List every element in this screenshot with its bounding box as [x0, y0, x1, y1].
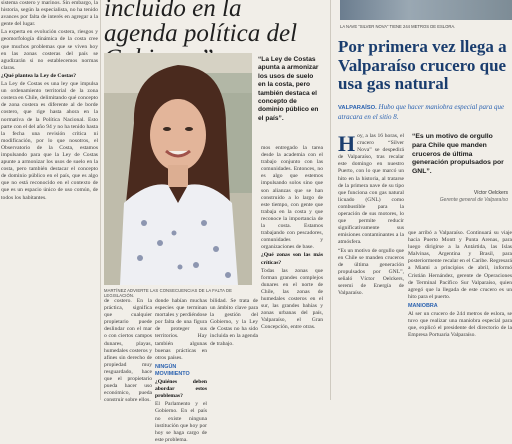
column1-paragraph-1: sistema costero y marinos. Sin embargo, la historia, según la especialista, no ha tenido avances por falta de interés en agregar a la gente del lugar. [1, 0, 98, 28]
right-column2-subhead: MANIOBRA [408, 302, 438, 309]
column-divider [100, 0, 101, 400]
left-article-column-1 [1, 0, 98, 400]
right-pull-quote: “Es un motivo de orgullo para Chile que manden cruceros de última generación propulsados por GNL”. [412, 133, 504, 176]
column3-answer: El Parlamento y el Gobierno. En el país no existe ninguna institución que hoy por hoy se haga cargo de este problema. [155, 401, 207, 443]
portrait-illustration [104, 53, 252, 285]
column5-answer: Todas las zonas que forman grandes complejos dunares en el norte de Chile, las zonas de humedales costeros en el sur, las grandes bahías y zonas urbanas del país, Valparaíso, el Gran Concepción, entre otras. [261, 267, 323, 331]
column3-text: donde habían muchas especies que terminan mortales y perdiéndose por falta de una figura de proteger sus territorios. Hay también algunas buenas prácticas en otros países. [155, 298, 207, 361]
right-pull-quote-attribution [412, 190, 508, 203]
right-kicker [338, 103, 512, 122]
right-column2-text: que arribó a Valparaíso. Continuará su viaje hacia Puerto Montt y Punta Arenas, para luego dirigirse a la Antártida, las Islas Malvinas, Argentina y Brasil, para posteriormente recalar en el Caribe. Regresará a Miami a principios de abril, informó Cristián Hernández, gerente de Operaciones de Terminal Pacífico Sur Valparaíso, quien agregó que la llegada de este crucero es un hito para el puerto. [408, 230, 512, 300]
column2-text: de costero. En la práctica, significa que cualquier propietario puede deslindar con el mar o con ciertos campos dunares, playas, humedales costeros y afines sin derecho de propiedad muy resguardado, hace que el propietario pueda hacer uso económico, pueda construir sobre ellos. [104, 298, 152, 404]
left-pull-quote: “La Ley de Costas apunta a armonizar los usos de suelo en la costa, pero también destaca el concepto de dominio público en el país”. [258, 56, 319, 122]
ship-photo-caption: LA NAVE “SILVER NOVA” TIENE 244 METROS DE ESLORA. [340, 24, 456, 29]
right-headline: Por primera vez llega a Valparaíso crucero que usa gas natural [338, 37, 507, 93]
column1-answer: La Ley de Costas es una ley que impulsa un ordenamiento territorial de la zona costera en Chile, delimitando qué concepto de zona costera es diferente al de borde costero, que rige hasta ahora en la normativa de la Política Nacional. Esto parte con el del año 94 y no ha tenido hasta la fecha una revisión crítica ni modificación, por lo que nosotros, el Observatorio de la Costa, estamos impulsando para que la Ley de Costas apunte a armonizar los usos de suelo en la costa, pero también destacar el concepto de dominio público en el país, que es algo que no está reconocido en el contexto de que es un espacio único de uso común, de todos los habitantes. [1, 81, 98, 201]
right-column1-quote: “Es un motivo de orgullo que en Chile se manden cruceros de última generación propulsados por GNL”, señaló Víctor Oelckers, seremi de Energía de Valparaíso. [338, 247, 404, 297]
photo-caption: MARTÍNEZ ADVIERTE LAS CONSECUENCIAS DE LA FALTA DE LEGISLACIÓN. [104, 288, 233, 298]
pull-quote-role: Gerente general de Valparaíso [439, 196, 508, 203]
left-article-column-4 [210, 298, 258, 400]
column3-question: ¿Quiénes deben abordar estos problemas? [155, 379, 207, 400]
right-article-column-1 [338, 133, 404, 400]
left-article-column-3 [155, 298, 207, 443]
right-column1-text: oy, a las 16 horas, el crucero “Silver Nova” se despedirá de Valparaíso, tras recalar este domingo en nuestro Puerto, con lo que marcó un hito en la historia, al tratarse de la primera nave de su tipo que funciona con gas natural licuado (GNL) como combustible para la operación de sus motores, lo que permite reducir significativamente sus emisiones contaminantes a la atmósfera. [338, 133, 404, 246]
left-article-column-2 [104, 298, 152, 404]
right-article-column-2 [408, 230, 512, 400]
interviewee-photo [104, 53, 252, 285]
left-article-column-5 [261, 145, 323, 400]
column1-question: ¿Qué plantea la Ley de Costas? [1, 72, 77, 79]
kicker-place: VALPARAÍSO. [338, 105, 377, 111]
pull-quote-name: Víctor Oelckers [473, 190, 508, 196]
column4-text: bilidad. Se trata de un ámbito clave para la gestión del Gobierno, y la Ley de Costas no ha sido incluida en la agenda de trabajo. [210, 298, 258, 347]
column1-paragraph-2: La experta en evolución costera, riesgos y geomorfología dinámica de la costa cree que muchos problemas que se viven hoy en las zonas costeras del país se agudizarán si no establecemos normas claras. [1, 29, 98, 71]
article-divider [330, 0, 331, 400]
right-column2-tail: Al ser un crucero de 244 metros de eslora, se tuvo que realizar una maniobra especial para que, explicó el presidente del directorio de la Empresa Portuaria Valparaíso. [408, 311, 512, 339]
kicker-text: Hubo que hacer maniobra especial para que atracara en el sitio 8. [338, 103, 505, 121]
drop-cap: H [338, 131, 356, 156]
left-headline: incluido en la agenda política del [104, 0, 298, 47]
section-subhead: NINGÚN MOVIMIENTO [155, 363, 190, 377]
column5-question: ¿Qué zonas son las más críticas? [261, 252, 323, 266]
ship-photo [340, 0, 512, 20]
column5-text: mos entregado la tarea desde la academia con el trabajo conjunto con las comunidades. Entonces, no es algo que estemos impulsando solos sino que son alianzas que se han construido a lo largo de este tiempo, con gente que trabaja en la costa y que reconoce la importancia de la costa. Estamos trabajando con pescadores, comunidades y organizaciones de base. [261, 145, 323, 251]
